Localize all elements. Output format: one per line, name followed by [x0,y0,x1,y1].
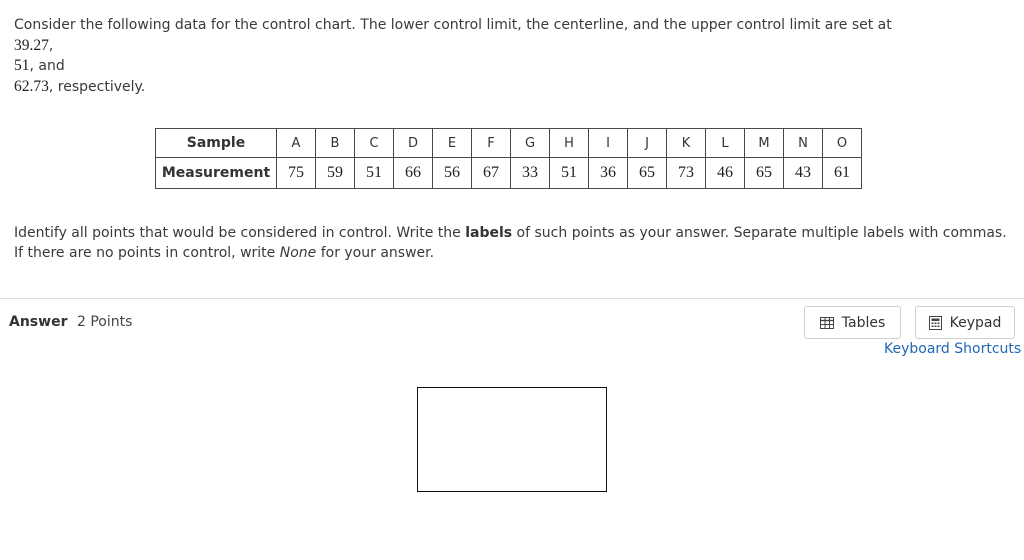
problem-intro [14,16,1014,97]
sample-label-cell: E [433,129,472,158]
measurement-row [156,158,862,189]
tables-button[interactable] [804,306,901,339]
sample-label-cell: L [706,129,745,158]
measurement-value-cell: 33 [511,158,550,189]
center-sep: , and [29,58,65,74]
measurement-value-cell: 36 [589,158,628,189]
lcl-line [14,36,1014,57]
lcl-value: 39.27 [14,36,49,54]
measurement-value-cell: 65 [628,158,667,189]
sample-row [156,129,862,158]
divider [0,298,1024,299]
measurement-value-cell: 73 [667,158,706,189]
measurement-value-cell: 67 [472,158,511,189]
measurement-value-cell: 59 [316,158,355,189]
question-italic: None [279,245,317,261]
measurement-header: Measurement [156,158,277,189]
question-part1: Identify all points that would be considered in control. Write the [14,225,466,241]
data-table [155,128,862,189]
answer-input[interactable] [417,387,607,492]
keypad-label: Keypad [949,314,1002,331]
sample-label-cell: A [277,129,316,158]
answer-label: Answer [9,314,68,330]
lcl-sep: , [48,37,54,54]
tables-label: Tables [841,314,886,331]
measurement-value-cell: 61 [823,158,862,189]
measurement-value-cell: 51 [550,158,589,189]
question-bold: labels [465,225,513,241]
measurement-value-cell: 75 [277,158,316,189]
measurement-value-cell: 65 [745,158,784,189]
sample-label-cell: J [628,129,667,158]
centerline-line [14,56,1014,77]
calculator-icon [929,316,942,330]
question-text [14,223,1009,263]
sample-label-cell: I [589,129,628,158]
ucl-line [14,77,1014,98]
question-part3: for your answer. [316,245,435,261]
question-part2: of such points as your answer. Separate multiple labels with commas. If there are no points in control, write [14,225,1007,261]
measurement-value-cell: 46 [706,158,745,189]
centerline-value: 51 [14,57,30,74]
measurement-value-cell: 43 [784,158,823,189]
sample-label-cell: D [394,129,433,158]
sample-label-cell: F [472,129,511,158]
sample-header: Sample [156,129,277,158]
measurement-value-cell: 66 [394,158,433,189]
sample-label-cell: M [745,129,784,158]
measurement-value-cell: 51 [355,158,394,189]
table-icon [820,317,834,329]
sample-label-cell: C [355,129,394,158]
sample-label-cell: O [823,129,862,158]
sample-label-cell: N [784,129,823,158]
sample-label-cell: G [511,129,550,158]
keyboard-shortcuts-link[interactable]: Keyboard Shortcuts [884,341,1022,357]
sample-label-cell: K [667,129,706,158]
ucl-sep: , respectively. [48,78,146,95]
ucl-value: 62.73 [14,77,49,95]
measurement-value-cell: 56 [433,158,472,189]
intro-text: Consider the following data for the control chart. The lower control limit, the centerline, and the upper control limit are set at [14,17,892,33]
points-label: 2 Points [77,314,133,330]
keypad-button[interactable] [915,306,1015,339]
sample-label-cell: H [550,129,589,158]
sample-label-cell: B [316,129,355,158]
